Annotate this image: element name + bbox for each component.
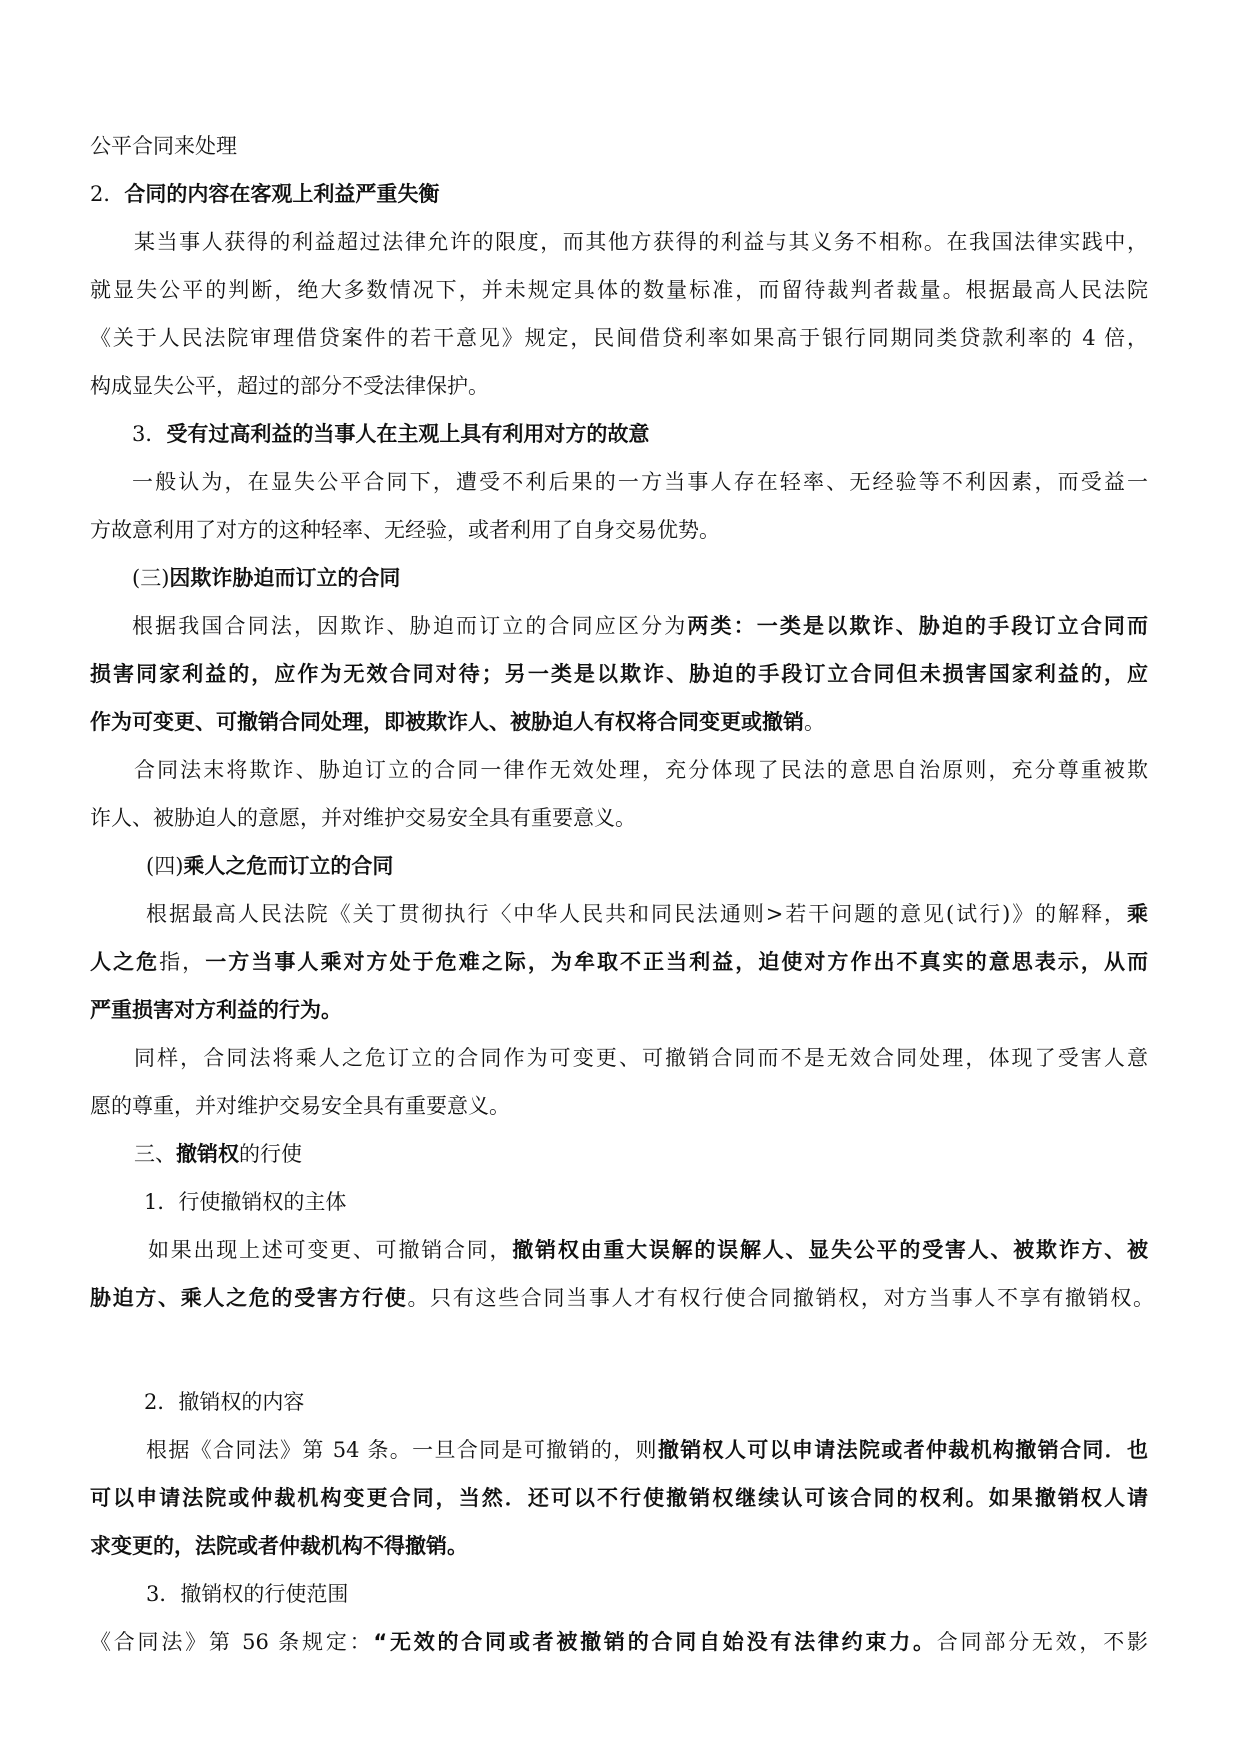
bold-text-run: “无效的合同或者被撤销的合同自始没有法律约束力。 — [373, 1630, 937, 1654]
text-line — [132, 561, 400, 595]
text-line — [90, 801, 636, 835]
text-run: 某当事人获得的利益超过法律允许的限度，而其他方获得的利益与其义务不相称。在我国法律实践中， — [134, 230, 1148, 254]
text-run: 根据我国合同法，因欺诈、胁迫而订立的合同应区分为 — [132, 614, 688, 638]
text-run: (四) — [146, 854, 184, 878]
text-line — [144, 1185, 346, 1219]
text-line — [134, 225, 1148, 259]
bold-text-run: 乘人之危而订立的合同 — [183, 854, 394, 878]
text-line — [90, 1529, 468, 1563]
text-line — [146, 1433, 1148, 1467]
text-line — [134, 1137, 302, 1171]
text-line — [90, 369, 489, 403]
bold-text-run: 人之危 — [90, 950, 160, 974]
text-run: 指， — [159, 950, 206, 974]
text-line — [90, 1089, 510, 1123]
text-run: 1．行使撤销权的主体 — [144, 1190, 347, 1214]
text-line — [134, 1041, 1148, 1075]
bold-text-run: 两类：一类是以欺诈、胁迫的手段订立合同而 — [687, 614, 1149, 638]
bold-text-run: 乘 — [1127, 902, 1148, 926]
bold-text-run: 严重损害对方利益的行为。 — [90, 998, 342, 1022]
text-line — [90, 705, 825, 739]
text-run: 的行使 — [239, 1142, 302, 1166]
text-run: 3． — [132, 422, 167, 446]
text-line — [134, 753, 1148, 787]
bold-text-run: 求变更的，法院或者仲裁机构不得撤销。 — [90, 1534, 468, 1558]
text-line — [90, 321, 1148, 355]
text-run: 。 — [804, 710, 825, 734]
text-run: 根据《合同法》第 54 条。一旦合同是可撤销的，则 — [146, 1438, 658, 1462]
bold-text-run: 撤销权由重大误解的误解人、显失公平的受害人、被欺诈方、被 — [512, 1238, 1148, 1262]
text-run: 。只有这些合同当事人才有权行使合同撤销权，对方当事人不享有撤销权。 — [407, 1286, 1154, 1310]
text-line — [90, 1281, 1154, 1315]
text-line — [90, 177, 439, 211]
text-line — [90, 945, 1148, 979]
text-line — [132, 417, 649, 451]
bold-text-run: 作为可变更、可撤销合同处理，即被欺诈人、被胁迫人有权将合同变更或撤销 — [90, 710, 804, 734]
text-line — [90, 273, 1148, 307]
bold-text-run: 撤销权 — [176, 1142, 239, 1166]
text-line — [146, 1577, 348, 1611]
text-run: 一般认为，在显失公平合同下，遭受不利后果的一方当事人存在轻率、无经验等不利因素，而受益一 — [132, 470, 1148, 494]
text-line — [132, 465, 1148, 499]
text-run: 2． — [90, 182, 125, 206]
text-line — [148, 1233, 1148, 1267]
text-run: 《合同法》第 56 条规定： — [90, 1630, 374, 1654]
text-line — [146, 849, 393, 883]
text-run: 3．撤销权的行使范围 — [146, 1582, 349, 1606]
bold-text-run: 因欺诈胁迫而订立的合同 — [169, 566, 401, 590]
bold-text-run: 一方当事人乘对方处于危难之际，为牟取不正当利益，迫使对方作出不真实的意思表示，从而 — [205, 950, 1149, 974]
text-run: (三) — [132, 566, 170, 590]
text-run: 根据最高人民法院《关丁贯彻执行〈中华人民共和同民法通则>若干问题的意见(试行)》的解释， — [146, 902, 1127, 926]
text-run: 方故意利用了对方的这种轻率、无经验，或者利用了自身交易优势。 — [90, 518, 720, 542]
text-run: 愿的尊重，并对维护交易安全具有重要意义。 — [90, 1094, 510, 1118]
bold-text-run: 胁迫方、乘人之危的受害方行使 — [90, 1286, 408, 1310]
text-line — [90, 993, 342, 1027]
text-run: 三、 — [134, 1142, 176, 1166]
text-run: 合同法末将欺诈、胁迫订立的合同一律作无效处理，充分体现了民法的意思自治原则，充分尊重被欺 — [134, 758, 1148, 782]
text-run: 如果出现上述可变更、可撤销合同， — [148, 1238, 513, 1262]
text-line — [90, 513, 720, 547]
text-run: 就显失公平的判断，绝大多数情况下，并未规定具体的数量标准，而留待裁判者裁量。根据最高人民法院 — [90, 278, 1148, 302]
text-run: 公平合同来处理 — [90, 134, 237, 158]
bold-text-run: 损害同家利益的，应作为无效合同对待；另一类是以欺诈、胁迫的手段订立合同但未损害国家利益的，应 — [90, 662, 1148, 686]
text-line — [146, 897, 1148, 931]
text-run: 合同部分无效，不影 — [936, 1630, 1148, 1654]
text-line — [90, 1481, 1148, 1515]
bold-text-run: 受有过高利益的当事人在主观上具有利用对方的故意 — [166, 422, 650, 446]
text-run: 《关于人民法院审理借贷案件的若干意见》规定，民间借贷利率如果高于银行同期同类贷款利率的 4 倍， — [90, 326, 1148, 350]
bold-text-run: 撤销权人可以申请法院或者仲裁机构撤销合同．也 — [657, 1438, 1148, 1462]
text-line — [90, 657, 1148, 691]
text-line — [132, 609, 1148, 643]
bold-text-run: 可以申请法院或仲裁机构变更合同，当然．还可以不行使撤销权继续认可该合同的权利。如果撤销权人请 — [90, 1486, 1148, 1510]
text-line — [90, 129, 237, 163]
text-line — [144, 1385, 304, 1419]
text-run: 诈人、被胁迫人的意愿，并对维护交易安全具有重要意义。 — [90, 806, 636, 830]
bold-text-run: 合同的内容在客观上利益严重失衡 — [124, 182, 440, 206]
text-run: 构成显失公平，超过的部分不受法律保护。 — [90, 374, 489, 398]
text-line — [90, 1625, 1148, 1659]
text-run: 2．撤销权的内容 — [144, 1390, 305, 1414]
text-run: 同样，合同法将乘人之危订立的合同作为可变更、可撤销合同而不是无效合同处理，体现了受害人意 — [134, 1046, 1148, 1070]
